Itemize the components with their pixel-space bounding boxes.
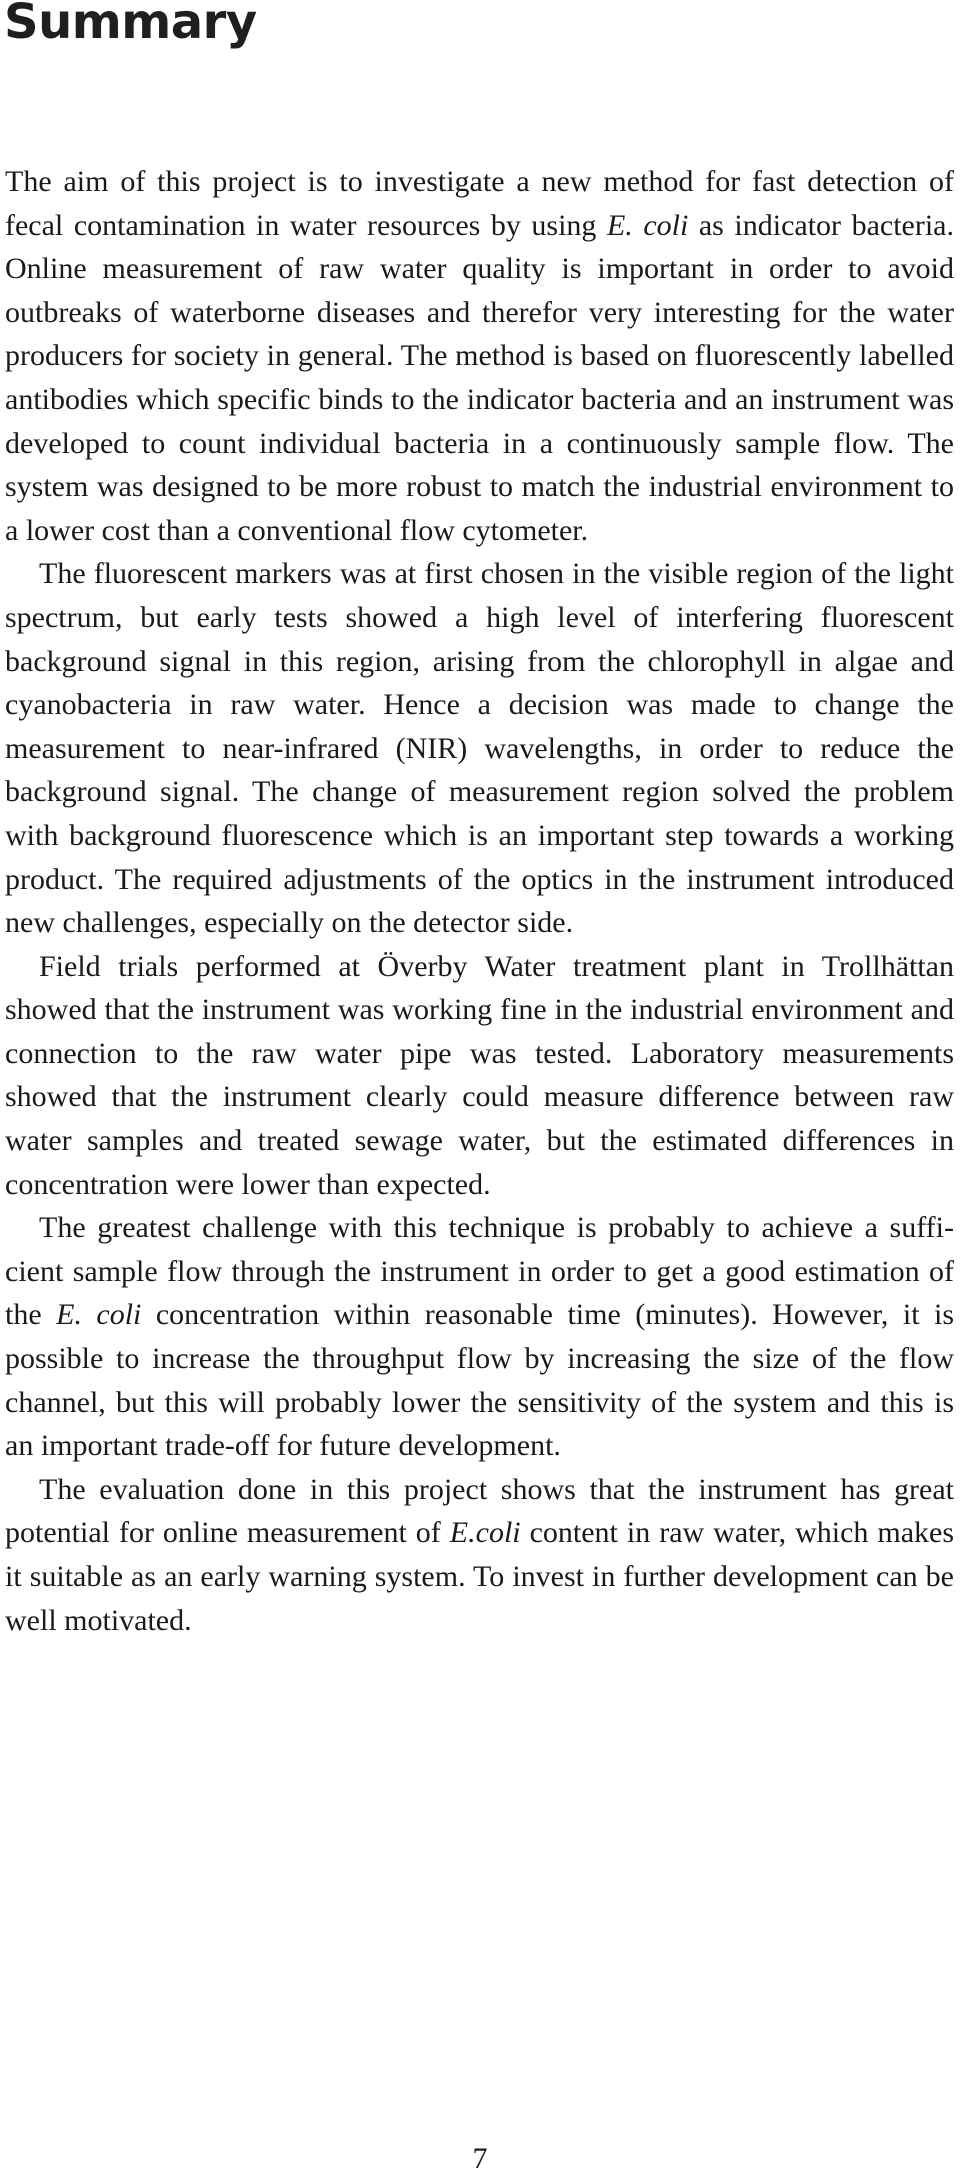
paragraph-evaluation: The evaluation done in this project shows that the instrument has great potential for online measurement of E.coli content in raw water, which makes it suitable as an early warning system. To invest in further development can be well motivated. [5,1472,955,1637]
paragraph-intro: The aim of this project is to investigate a new method for fast detection of fecal contamination in water resources by using E. coli as indicator bacteria. Online measurement of raw water quality is important in order to avoid outbreaks of waterborne diseases and therefor very interesting for the water producers for society in general. The method is based on fluorescently labelled antibodies which specific binds to the indicator bacteria and an instrument was developed to count individual bacteria in a continuously sample flow. The system was designed to be more robust to match the industrial environment to a lower cost than a conventional flow cytometer. [5,165,954,547]
paragraph-field-trials: Field trials performed at Överby Water treatment plant in Trollhättan showed that the instrument was working fine in the industrial environment and connection to the raw water pipe was tested. Laboratory measurements showed that the instrument clearly could measure difference between raw water samples and treated sewage water, but the estimated differences in concentration were lower than expected. [5,949,954,1201]
paragraph-fluorescent-markers: The fluorescent markers was at first chosen in the visible region of the light spectrum, but early tests showed a high level of interfering fluorescent background signal in this region, arising from the chlorophyll in algae and cyanobacteria in raw water. Hence a decision was made to change the measurement to near-infrared (NIR) wavelengths, in order to reduce the background signal. The change of measurement region solved the problem with background fluorescence which is an important step towards a working product. The required adjustments of the optics in the instrument introduced new challenges, especially on the detector side. [5,557,954,940]
paragraph-challenges: The greatest challenge with this technique is probably to achieve a sufficient sample flow through the instrument in order to get a good estimation of the E. coli concentration within reasonable time (minutes). However, it is possible to increase the throughput flow by increasing the size of the flow channel, but this will probably lower the sensitivity of the system and this is an important trade-off for future development. [5,1211,955,1463]
page-number: 7 [472,2142,488,2175]
summary-body [5,160,954,1642]
page-title: Summary [4,0,257,50]
